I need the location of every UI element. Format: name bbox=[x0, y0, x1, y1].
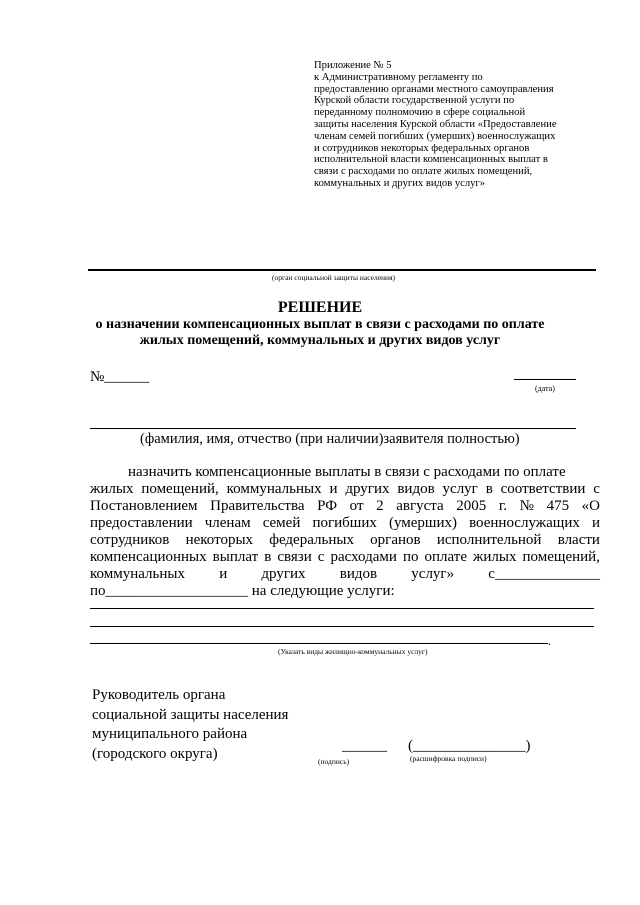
services-intro: на следующие услуги: bbox=[251, 583, 395, 599]
word: от bbox=[349, 498, 364, 514]
word: и bbox=[591, 515, 600, 531]
signature-line: (городского округа) bbox=[92, 745, 218, 762]
word: 475 bbox=[546, 498, 570, 514]
applicant-caption: (фамилия, имя, отчество (при наличии)заявителя полностью) bbox=[140, 431, 520, 447]
word: военнослужащих bbox=[469, 515, 580, 531]
word: (умерших) bbox=[388, 515, 457, 531]
body-line bbox=[90, 532, 600, 549]
word: коммунальных bbox=[226, 481, 322, 497]
signature-block bbox=[92, 686, 288, 764]
appendix-line: Приложение № 5 bbox=[314, 60, 392, 71]
word: членам bbox=[204, 515, 251, 531]
word: органов bbox=[370, 532, 421, 548]
word: видов bbox=[397, 481, 435, 497]
word: федеральных bbox=[269, 532, 354, 548]
word: РФ bbox=[317, 498, 338, 514]
title-line-1: о назначении компенсационных выплат в связи с расходами по оплате bbox=[95, 317, 545, 332]
word: соответствии bbox=[500, 481, 586, 497]
word: жилых bbox=[90, 481, 134, 497]
word: выплат bbox=[212, 549, 259, 565]
word: и bbox=[329, 481, 338, 497]
date-line bbox=[514, 379, 576, 380]
word: жилых bbox=[473, 549, 517, 565]
appendix-line: исполнительной власти компенсационных выплат в bbox=[314, 154, 548, 166]
date-caption: (дата) bbox=[535, 384, 555, 393]
appendix-line: Курской области государственной услуги по bbox=[314, 95, 515, 107]
word: предоставлении bbox=[90, 515, 193, 531]
word: с bbox=[593, 481, 600, 497]
transcript-caption: (расшифровка подписи) bbox=[410, 754, 487, 763]
body-line bbox=[90, 549, 600, 566]
word: других bbox=[345, 481, 390, 497]
body-line bbox=[90, 481, 600, 498]
services-line bbox=[90, 626, 594, 627]
services-line bbox=[90, 608, 594, 609]
appendix-line: к Административному регламенту по bbox=[314, 71, 483, 83]
signature-line: социальной защиты населения bbox=[92, 706, 289, 723]
word: августа bbox=[396, 498, 444, 514]
appendix-line: переданному полномочию в сфере социальной bbox=[314, 107, 526, 119]
word: сотрудников bbox=[90, 532, 170, 548]
word: № bbox=[519, 498, 534, 514]
transcript-blank: (_______________) bbox=[408, 738, 531, 754]
word: некоторых bbox=[185, 532, 254, 548]
organ-line bbox=[88, 269, 596, 271]
word: услуг bbox=[442, 481, 478, 497]
word: семей bbox=[262, 515, 301, 531]
appendix-line: предоставлению органами местного самоуправления bbox=[314, 83, 554, 95]
word: в bbox=[264, 549, 272, 565]
appendix-line: членам семей погибших (умерших) военнослужащих bbox=[314, 130, 556, 142]
services-line bbox=[90, 643, 548, 644]
word: видов bbox=[339, 566, 378, 582]
word: в bbox=[485, 481, 493, 497]
word: коммунальных bbox=[90, 566, 185, 582]
appendix-line: связи с расходами по оплате жилых помещений, bbox=[314, 166, 533, 178]
signature-line: муниципального района bbox=[92, 726, 248, 742]
word: Правительства bbox=[210, 498, 305, 514]
word: помещений, bbox=[522, 549, 600, 565]
appendix-block bbox=[314, 60, 604, 190]
document-title: РЕШЕНИЕ bbox=[277, 299, 363, 316]
word: с______________ bbox=[488, 566, 600, 582]
decision-number: №______ bbox=[90, 369, 150, 385]
word: помещений, bbox=[141, 481, 219, 497]
applicant-line bbox=[90, 428, 576, 429]
body-line bbox=[90, 498, 600, 515]
body-line bbox=[90, 515, 600, 532]
word: и bbox=[219, 566, 228, 582]
word: компенсационных bbox=[90, 549, 207, 565]
word: расходами bbox=[330, 549, 397, 565]
word: услуг» bbox=[411, 566, 455, 582]
body-line: назначить компенсационные выплаты в связи с расходами по оплате bbox=[128, 464, 566, 480]
word: погибших bbox=[312, 515, 377, 531]
word: оплате bbox=[424, 549, 467, 565]
sign-caption: (подпись) bbox=[318, 757, 350, 766]
word: по bbox=[402, 549, 419, 565]
appendix-line: коммунальных и других видов услуг» bbox=[314, 177, 486, 189]
period-blank: по___________________ bbox=[90, 583, 249, 599]
body-line-8 bbox=[90, 583, 395, 600]
appendix-line: и сотрудников некоторых федеральных органов bbox=[314, 142, 530, 154]
signature-line: Руководитель органа bbox=[92, 687, 226, 703]
title-line-2: жилых помещений, коммунальных и других видов услуг bbox=[139, 333, 501, 348]
appendix-line: защиты населения Курской области «Предоставление bbox=[314, 118, 557, 130]
word: власти bbox=[557, 532, 600, 548]
signature-blank: ______ bbox=[342, 738, 387, 754]
word: с bbox=[317, 549, 325, 565]
period-mark: . bbox=[548, 634, 551, 648]
body-line-7 bbox=[90, 566, 600, 583]
services-caption: (Указать виды жилищно-коммунальных услуг) bbox=[278, 647, 428, 656]
word: 2005 bbox=[456, 498, 487, 514]
word: связи bbox=[277, 549, 312, 565]
word: других bbox=[261, 566, 306, 582]
organ-caption: (орган социальной защиты населения) bbox=[272, 273, 396, 282]
word: Постановлением bbox=[90, 498, 198, 514]
word: «О bbox=[581, 498, 600, 514]
word: исполнительной bbox=[436, 532, 542, 548]
word: г. bbox=[498, 498, 508, 514]
word: 2 bbox=[376, 498, 384, 514]
